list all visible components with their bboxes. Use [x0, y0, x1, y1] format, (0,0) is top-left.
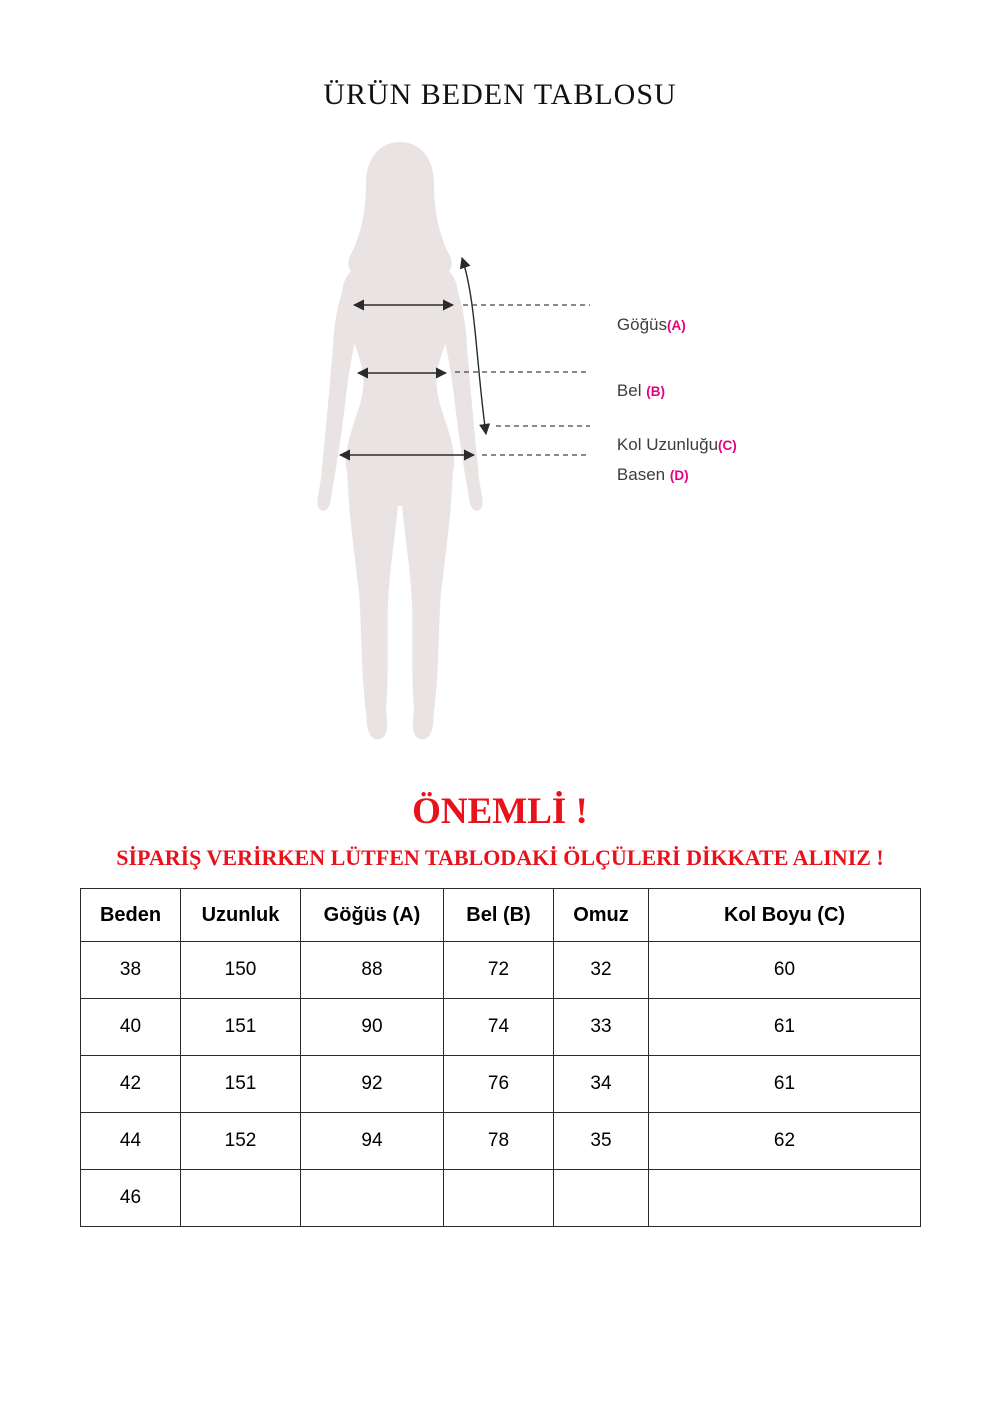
table-row — [81, 1056, 921, 1113]
arm-length-label-code: (C) — [718, 438, 737, 453]
chest-label-code: (A) — [667, 318, 686, 333]
col-header-beden: Beden — [81, 889, 181, 942]
table-row — [81, 942, 921, 999]
table-row — [81, 1113, 921, 1170]
chest-label-text: Göğüs — [616, 315, 667, 334]
size-cell: 40 — [81, 999, 181, 1056]
col-header-bel: Bel (B) — [444, 889, 554, 942]
size-cell: 60 — [649, 942, 921, 999]
order-warning-text: SİPARİŞ VERİRKEN LÜTFEN TABLODAKİ ÖLÇÜLERİ DİKKATE ALINIZ ! — [116, 845, 884, 870]
size-cell: 151 — [181, 1056, 301, 1113]
size-cell: 42 — [81, 1056, 181, 1113]
size-cell: 38 — [81, 942, 181, 999]
size-cell: 72 — [444, 942, 554, 999]
size-cell — [181, 1170, 301, 1227]
waist-label-code: (B) — [646, 384, 665, 399]
col-header-uzunluk: Uzunluk — [181, 889, 301, 942]
size-cell: 76 — [444, 1056, 554, 1113]
silhouette-right-leg — [401, 464, 453, 739]
size-cell: 61 — [649, 999, 921, 1056]
size-cell: 44 — [81, 1113, 181, 1170]
waist-measure-label — [598, 361, 665, 421]
hip-label-text: Basen — [616, 465, 670, 484]
hip-measure-label — [598, 445, 689, 505]
size-cell: 78 — [444, 1113, 554, 1170]
size-cell: 90 — [301, 999, 444, 1056]
size-cell: 88 — [301, 942, 444, 999]
size-cell: 35 — [554, 1113, 649, 1170]
size-cell: 94 — [301, 1113, 444, 1170]
size-cell: 32 — [554, 942, 649, 999]
chest-measure-label — [598, 295, 686, 355]
size-cell — [554, 1170, 649, 1227]
size-cell: 151 — [181, 999, 301, 1056]
silhouette-left-leg — [347, 464, 399, 739]
page-title: ÜRÜN BEDEN TABLOSU — [323, 78, 677, 111]
silhouette-shape — [317, 142, 482, 739]
size-cell: 74 — [444, 999, 554, 1056]
size-cell: 62 — [649, 1113, 921, 1170]
table-row — [81, 1170, 921, 1227]
table-row — [81, 999, 921, 1056]
size-cell: 61 — [649, 1056, 921, 1113]
size-cell — [649, 1170, 921, 1227]
col-header-omuz: Omuz — [554, 889, 649, 942]
size-cell: 34 — [554, 1056, 649, 1113]
size-cell — [444, 1170, 554, 1227]
size-cell: 152 — [181, 1113, 301, 1170]
hip-label-code: (D) — [669, 468, 689, 483]
size-cell — [301, 1170, 444, 1227]
waist-label-text: Bel — [616, 381, 647, 400]
col-header-gogus: Göğüs (A) — [301, 889, 444, 942]
important-heading: ÖNEMLİ ! — [412, 791, 588, 832]
size-cell: 150 — [181, 942, 301, 999]
size-cell: 33 — [554, 999, 649, 1056]
size-table — [80, 888, 921, 1227]
size-cell: 92 — [301, 1056, 444, 1113]
table-header-row — [81, 889, 921, 942]
arm-length-label-text: Kol Uzunluğu — [616, 435, 719, 454]
size-cell: 46 — [81, 1170, 181, 1227]
col-header-kol-boyu: Kol Boyu (C) — [649, 889, 921, 942]
